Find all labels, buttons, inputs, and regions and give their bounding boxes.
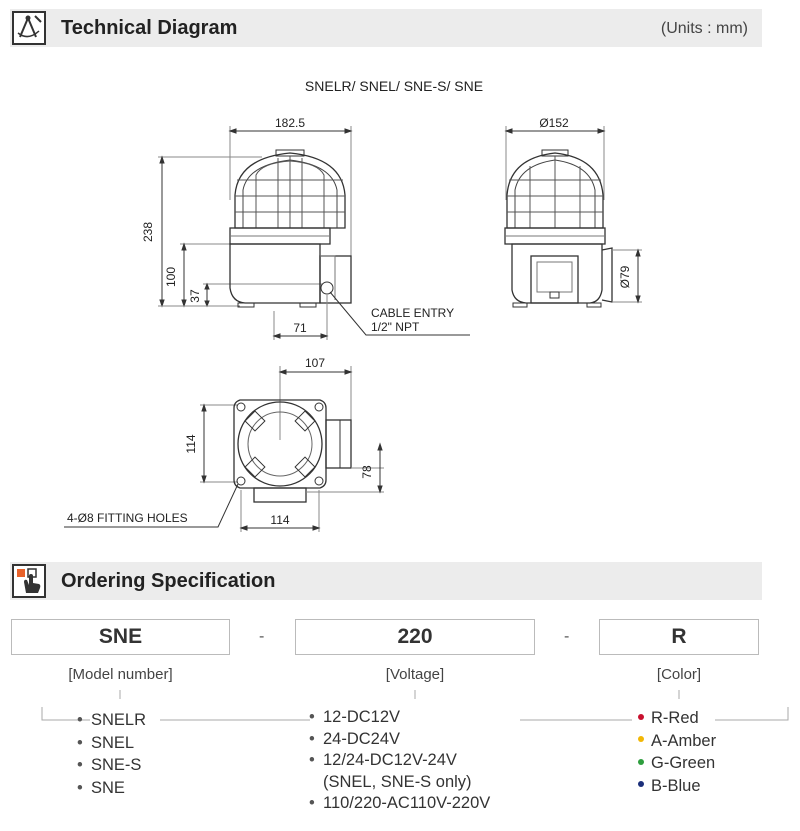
color-option: A-Amber [638, 730, 716, 753]
voltage-option: • 110/220-AC110V-220V [309, 794, 491, 812]
model-code-box: SNE [11, 619, 230, 655]
dim-side-diameter: Ø152 [539, 116, 569, 130]
green-dot-icon [638, 759, 644, 765]
color-label: [Color] [656, 666, 702, 683]
model-heading: SNELR/ SNEL/ SNE-S/ SNE [304, 78, 484, 94]
top-view [64, 356, 384, 532]
model-option: • SNELR [77, 711, 147, 729]
fitting-holes-label: 4-Ø8 FITTING HOLES [67, 511, 188, 525]
voltage-option-note: (SNEL, SNE-S only) [323, 772, 472, 791]
code-separator-2: - [564, 628, 570, 645]
dim-top-width: 107 [304, 356, 326, 370]
cable-entry-label-1: CABLE ENTRY [371, 306, 455, 320]
voltage-options-list [309, 707, 490, 815]
ordering-spec-title: Ordering Specification [61, 570, 276, 592]
dim-top-bottom-width: 114 [270, 513, 290, 527]
model-number-label: [Model number] [68, 666, 173, 683]
model-options-list [77, 709, 146, 799]
front-view [141, 116, 470, 340]
voltage-option: • 24-DC24V [309, 729, 401, 748]
color-code-box: R [599, 619, 759, 655]
voltage-label: [Voltage] [385, 666, 445, 683]
model-option: • SNE [77, 778, 125, 797]
red-dot-icon [638, 714, 644, 720]
cable-entry-label-2: 1/2" NPT [371, 320, 420, 334]
code-separator-1: - [259, 628, 265, 645]
color-options-list [638, 707, 716, 797]
units-label: (Units : mm) [660, 20, 748, 37]
dim-front-height: 238 [141, 221, 155, 243]
hand-pointer-icon [12, 564, 46, 598]
blue-dot-icon [638, 781, 644, 787]
amber-dot-icon [638, 736, 644, 742]
dim-top-height: 114 [184, 434, 198, 454]
voltage-code-box: 220 [295, 619, 535, 655]
dim-front-width: 182.5 [274, 116, 306, 130]
model-option: • SNEL [77, 733, 135, 752]
dim-top-offset: 78 [360, 465, 374, 479]
dim-front-base-height: 100 [164, 266, 178, 288]
side-view [505, 116, 642, 307]
color-option: R-Red [638, 707, 716, 730]
ordering-spec-header [10, 562, 762, 600]
color-option: B-Blue [638, 775, 716, 798]
color-option: G-Green [638, 752, 716, 775]
dim-entry-diameter: Ø79 [618, 265, 632, 289]
technical-diagram-title: Technical Diagram [61, 17, 238, 39]
voltage-option: • 12/24-DC12V-24V [309, 751, 457, 769]
model-option: • SNE-S [77, 756, 142, 774]
dim-front-entry-height: 37 [188, 289, 202, 303]
dim-entry-offset: 71 [293, 321, 307, 335]
voltage-option: • 12-DC12V [309, 708, 401, 726]
